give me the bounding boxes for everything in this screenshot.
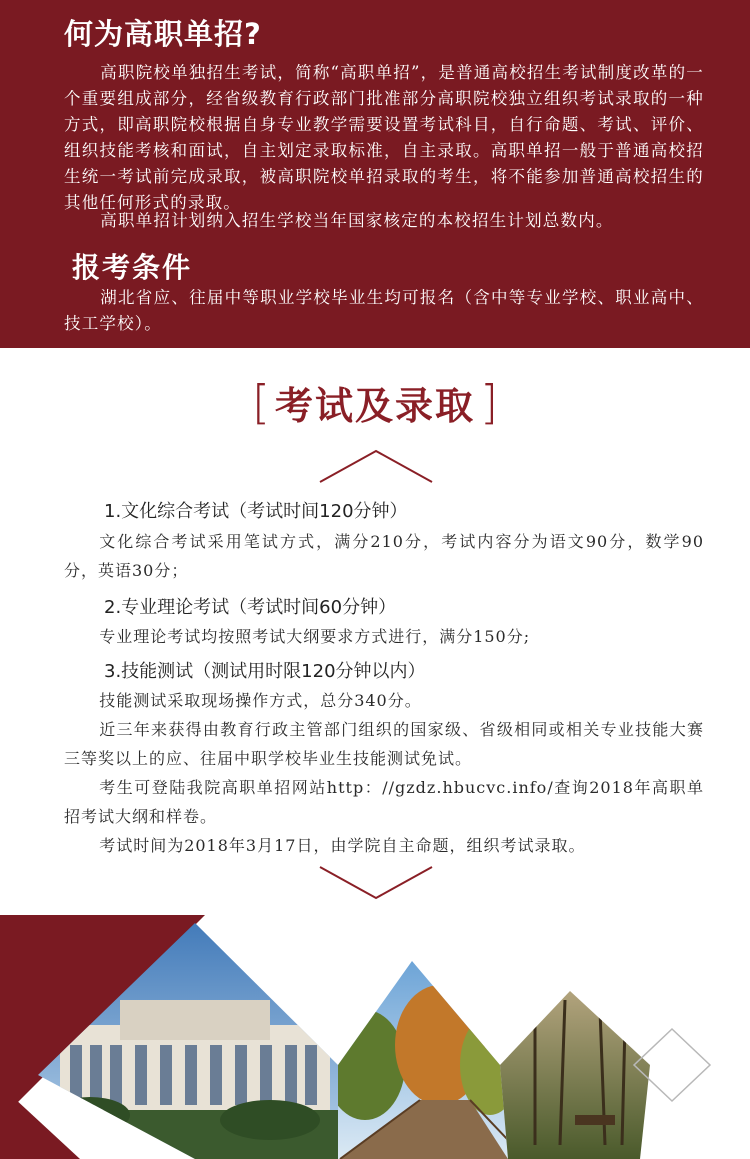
- exam-item-1-heading: 1.文化综合考试（考试时间120分钟）: [104, 501, 408, 522]
- exam-section-title: [0, 375, 750, 430]
- conditions-text: 湖北省应、往届中等职业学校毕业生均可报名（含中等专业学校、职业高中、技工学校）。: [64, 288, 704, 333]
- intro-paragraph-2: 高职单招计划纳入招生学校当年国家核定的本校招生计划总数内。: [100, 211, 614, 230]
- exam-item-3-text: 技能测试采取现场操作方式，总分340分。: [99, 691, 422, 710]
- title-bracket-left: [: [251, 375, 270, 430]
- conditions-title: 报考条件: [72, 251, 193, 284]
- exam-date-text: 考试时间为2018年3月17日，由学院自主命题，组织考试录取。: [99, 836, 586, 855]
- campus-photo-collage: [0, 915, 750, 1159]
- forest-photo: [495, 985, 655, 1159]
- exempt-text: 近三年来获得由教育行政主管部门组织的国家级、省级相同或相关专业技能大赛三等奖以上的应、往届中职学校毕业生技能测试免试。: [64, 720, 704, 768]
- chevron-up-icon: [318, 448, 434, 484]
- exam-item-1-text: 文化综合考试采用笔试方式，满分210分，考试内容分为语文90分，数学90分，英语30分；: [64, 532, 704, 580]
- website-text: 考生可登陆我院高职单招网站http：//gzdz.hbucvc.info/查询2018年高职单招考试大纲和样卷。: [64, 778, 704, 826]
- intro-title: 何为高职单招?: [64, 17, 262, 51]
- top-banner: [0, 0, 750, 348]
- boardwalk-photo: [325, 955, 520, 1159]
- title-bracket-right: ]: [480, 375, 499, 430]
- exam-item-2-heading: 2.专业理论考试（考试时间60分钟）: [104, 597, 397, 618]
- exam-item-2-text: 专业理论考试均按照考试大纲要求方式进行，满分150分;: [99, 627, 531, 646]
- exam-details: [64, 686, 704, 860]
- exam-title-text: 考试及录取: [274, 384, 475, 428]
- chevron-down-icon: [318, 865, 434, 901]
- exam-item-3-heading: 3.技能测试（测试用时限120分钟以内）: [104, 661, 426, 682]
- intro-paragraph-1: 高职院校单独招生考试，简称“高职单招”，是普通高校招生考试制度改革的一个重要组成部分，经省级教育行政部门批准部分高职院校独立组织考试录取的一种方式，即高职院校根据自身专业教学需要设置考试科目，自行命题、考试、评价、组织技能考核和面试，自主划定录取标准，自主录取。高职单招一般于普通高校招生统一考试前完成录取，被高职院校单招录取的考生，将不能参加普通高校招生的其他任何形式的录取。: [64, 63, 704, 212]
